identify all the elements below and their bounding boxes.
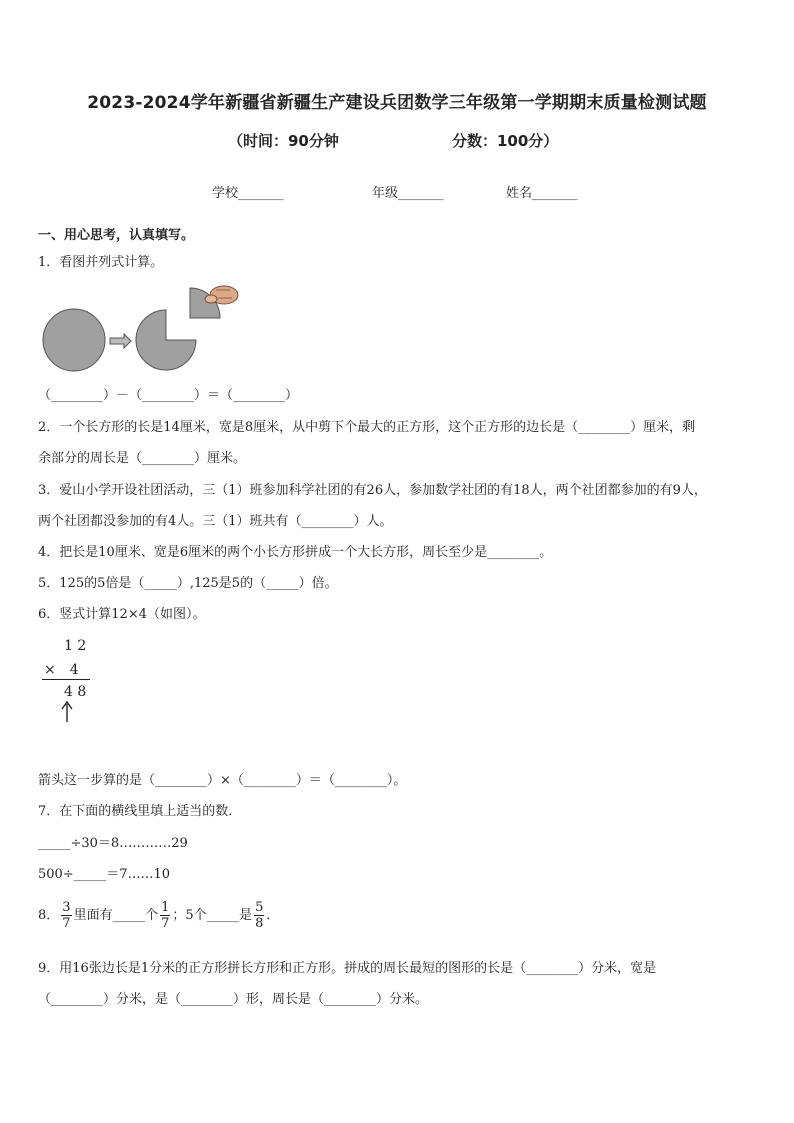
- fraction-5-8: [254, 900, 264, 931]
- circle-figure: [38, 278, 248, 378]
- mult-result: 4 8: [64, 684, 87, 700]
- question-9-line1: 9．用16张边长是1分米的正方形拼长方形和正方形。拼成的周长最短的图形的长是（________）分米，宽是: [38, 961, 657, 976]
- mult-middle: × 4: [44, 662, 79, 678]
- question-7b: 500÷_____＝7……10: [38, 867, 171, 882]
- frac-den: 7: [62, 916, 71, 931]
- question-8: [38, 900, 279, 931]
- frac-den: 7: [161, 916, 170, 931]
- fraction-1-7: [160, 900, 170, 931]
- question-3-line1: 3．爱山小学开设社团活动，三（1）班参加科学社团的有26人，参加数学社团的有18人，两个社团都参加的有9人，: [38, 483, 707, 498]
- question-9-line2: （________）分米，是（________）形，周长是（________）分米。: [38, 992, 429, 1007]
- question-7: 7．在下面的横线里填上适当的数．: [38, 804, 242, 819]
- grade-field: 年级_______: [372, 186, 444, 201]
- question-7a: _____÷30＝8…………29: [38, 836, 188, 851]
- question-4: 4．把长是10厘米、宽是6厘米的两个小长方形拼成一个大长方形，周长至少是________。: [38, 545, 553, 560]
- question-6-answer: 箭头这一步算的是（________）×（________）＝（________）。: [38, 773, 407, 788]
- q8-mid2: ；5个_____是: [172, 908, 253, 923]
- full-circle: [43, 309, 105, 371]
- q8-prefix: 8．: [38, 908, 60, 923]
- frac-num: 3: [62, 900, 71, 915]
- cut-circle: [136, 310, 196, 370]
- up-arrow-icon: [60, 701, 74, 723]
- q8-end: ．: [266, 908, 280, 923]
- frac-den: 8: [255, 916, 264, 931]
- q8-mid1: 里面有_____个: [73, 908, 159, 923]
- arrow-icon: [110, 334, 131, 348]
- name-field: 姓名_______: [506, 186, 578, 201]
- section-heading: 一、用心思考，认真填写。: [38, 228, 195, 243]
- hand-icon: [205, 286, 238, 304]
- question-1: 1．看图并列式计算。: [38, 255, 164, 270]
- mult-line: [42, 679, 90, 680]
- fraction-3-7: [61, 900, 71, 931]
- question-3-line2: 两个社团都没参加的有4人。三（1）班共有（________）人。: [38, 514, 393, 529]
- question-6: 6．竖式计算12×4（如图）。: [38, 607, 206, 622]
- page-title: 2023-2024学年新疆省新疆生产建设兵团数学三年级第一学期期末质量检测试题: [87, 93, 707, 113]
- frac-num: 1: [161, 900, 170, 915]
- question-1-answer: （________）－（________）＝（________）: [38, 388, 299, 403]
- school-field: 学校_______: [212, 186, 284, 201]
- score-label: 分数：100分）: [452, 132, 559, 150]
- question-2-line2: 余部分的周长是（________）厘米。: [38, 451, 247, 466]
- mult-top: 1 2: [64, 638, 87, 654]
- question-2-line1: 2．一个长方形的长是14厘米，宽是8厘米，从中剪下个最大的正方形，这个正方形的边长是（________）厘米，剩: [38, 420, 696, 435]
- question-5: 5．125的5倍是（_____）,125是5的（_____）倍。: [38, 576, 338, 591]
- time-label: （时间：90分钟: [228, 132, 339, 150]
- frac-num: 5: [255, 900, 264, 915]
